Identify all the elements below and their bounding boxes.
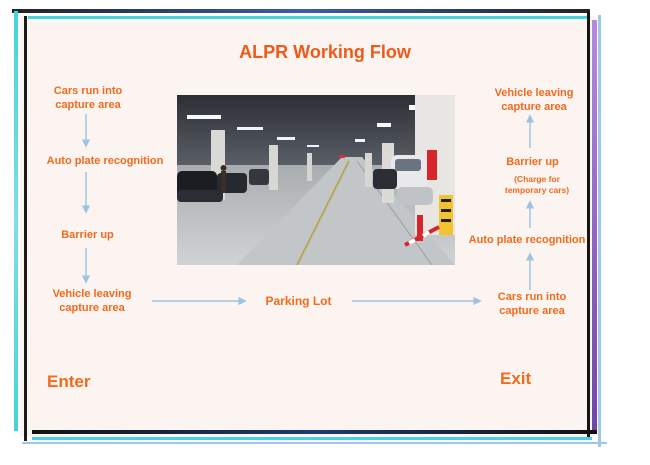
entry-step-capture: Cars run into capture area — [53, 85, 123, 111]
parking-garage-photo — [177, 95, 455, 265]
exit-step-leaving: Vehicle leaving capture area — [494, 87, 574, 113]
parking-lot-label: Parking Lot — [265, 294, 332, 308]
exit-step-recognition: Auto plate recognition — [468, 234, 586, 246]
exit-step-capture: Cars run into capture area — [497, 291, 567, 317]
entry-step-leaving: Vehicle leaving capture area — [52, 288, 132, 314]
exit-step-barrier: Barrier up — [506, 156, 559, 168]
enter-label: Enter — [47, 372, 91, 391]
entry-step-recognition: Auto plate recognition — [46, 155, 164, 167]
entry-step-barrier: Barrier up — [61, 229, 114, 241]
exit-barrier-note: (Charge for temporary cars) — [504, 174, 570, 196]
diagram-title: ALPR Working Flow — [239, 42, 411, 62]
exit-label: Exit — [500, 369, 532, 388]
